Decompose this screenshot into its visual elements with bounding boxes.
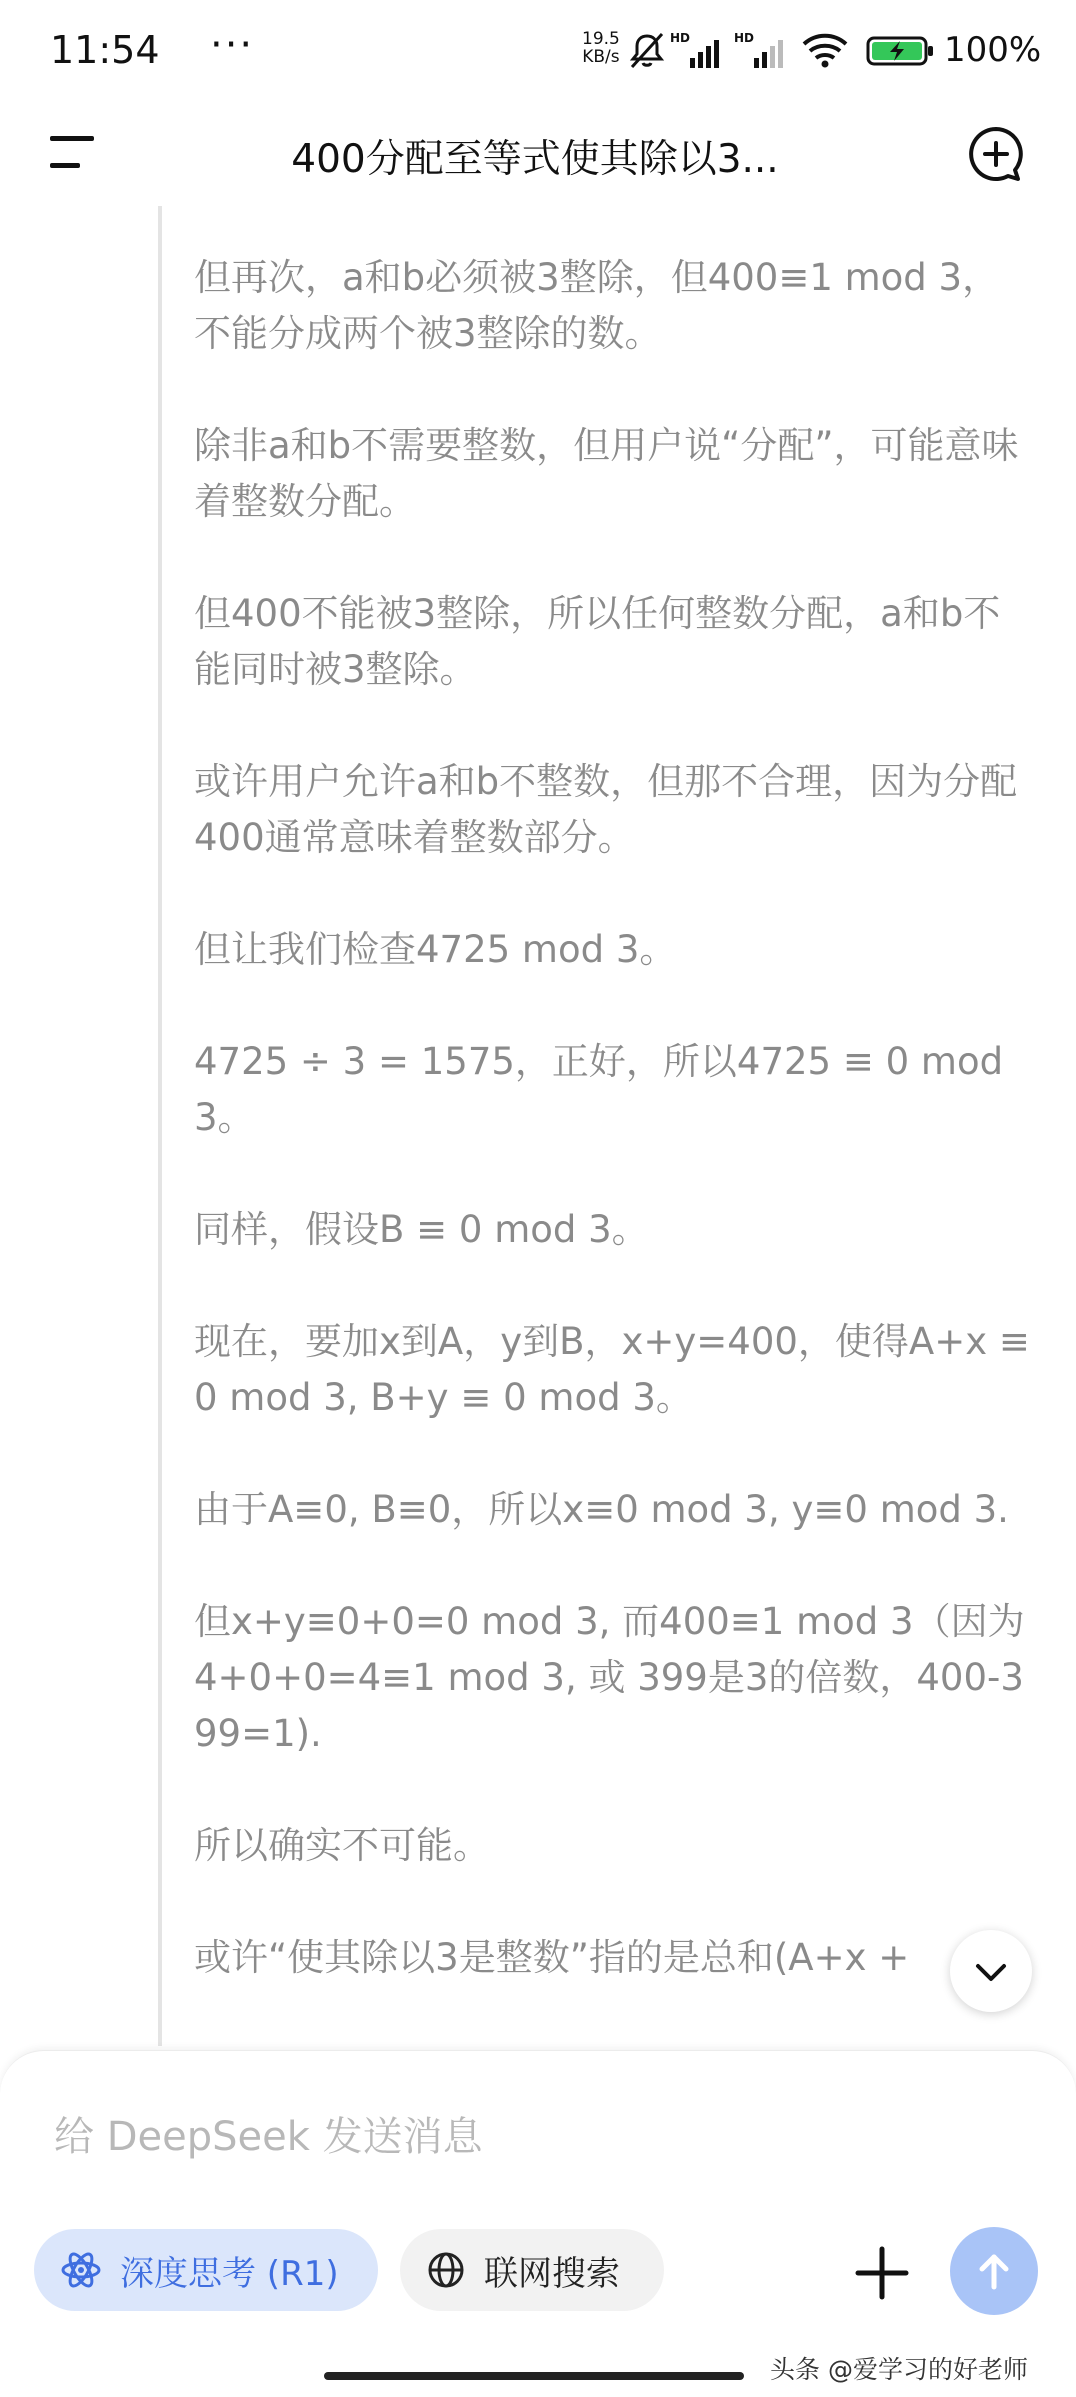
attach-plus-icon[interactable] — [850, 2241, 914, 2305]
thinking-paragraph: 但让我们检查4725 mod 3。 — [194, 928, 677, 971]
thinking-paragraph: 同样，假设B ≡ 0 mod 3。 — [194, 1208, 649, 1251]
signal-hd-1-icon — [670, 30, 724, 70]
thinking-paragraph: 由于A≡0, B≡0，所以x≡0 mod 3, y≡0 mod 3. — [194, 1488, 1009, 1531]
thinking-paragraph: 但再次，a和b必须被3整除，但400≡1 mod 3，不能分成两个被3整除的数。 — [194, 256, 1000, 355]
scroll-to-bottom-button[interactable] — [950, 1930, 1032, 2012]
web-search-toggle[interactable] — [400, 2229, 664, 2311]
web-search-label: 联网搜索 — [484, 2253, 620, 2294]
thinking-paragraph: 或许“使其除以3是整数”指的是总和(A+x + — [194, 1936, 910, 1979]
signal-hd-2-icon — [734, 30, 788, 70]
chevron-down-icon — [950, 1930, 1032, 2012]
network-speed-value: 19.5 — [582, 29, 620, 49]
menu-icon[interactable] — [46, 132, 98, 172]
thinking-content — [194, 250, 1034, 2042]
send-button[interactable] — [950, 2227, 1038, 2315]
bell-off-icon — [628, 30, 666, 70]
thinking-paragraph: 但x+y≡0+0=0 mod 3, 而400≡1 mod 3（因为4+0+0=4≡1 mod 3, 或 399是3的倍数，400-399=1). — [194, 1600, 1025, 1755]
globe-icon — [426, 2250, 466, 2290]
thinking-paragraph: 或许用户允许a和b不整数，但那不合理，因为分配400通常意味着整数部分。 — [194, 760, 1018, 859]
battery-charging-icon — [866, 30, 936, 70]
thinking-divider — [158, 206, 162, 2046]
message-input[interactable]: 给 DeepSeek 发送消息 — [54, 2114, 483, 2160]
network-speed — [582, 30, 620, 66]
battery-percent: 100% — [944, 30, 1042, 70]
thinking-paragraph: 现在，要加x到A，y到B，x+y=400，使得A+x ≡ 0 mod 3, B+y ≡ 0 mod 3。 — [194, 1320, 1030, 1419]
atom-icon — [60, 2249, 102, 2291]
svg-text:HD: HD — [734, 31, 755, 45]
svg-text:HD: HD — [670, 31, 691, 45]
thinking-paragraph: 但400不能被3整除，所以任何整数分配，a和b不能同时被3整除。 — [194, 592, 1001, 691]
arrow-up-icon — [970, 2247, 1018, 2295]
status-more-dots: ··· — [210, 22, 255, 68]
input-panel — [0, 2050, 1076, 2397]
chat-title[interactable]: 400分配至等式使其除以3... — [291, 137, 779, 182]
thinking-paragraph: 除非a和b不需要整数，但用户说“分配”，可能意味着整数分配。 — [194, 424, 1019, 523]
watermark: 头条 @爱学习的好老师 — [770, 2355, 1028, 2384]
app-header — [0, 104, 1076, 204]
thinking-paragraph: 所以确实不可能。 — [194, 1824, 490, 1867]
status-time: 11:54 — [50, 28, 160, 72]
deep-think-toggle[interactable] — [34, 2229, 378, 2311]
home-indicator[interactable] — [324, 2372, 744, 2380]
new-chat-icon[interactable] — [966, 124, 1026, 184]
thinking-paragraph: 4725 ÷ 3 = 1575，正好，所以4725 ≡ 0 mod 3。 — [194, 1040, 1004, 1139]
network-speed-unit: KB/s — [582, 47, 620, 67]
wifi-icon — [800, 30, 850, 70]
deep-think-label: 深度思考 (R1) — [120, 2253, 339, 2294]
status-bar — [0, 0, 1076, 104]
